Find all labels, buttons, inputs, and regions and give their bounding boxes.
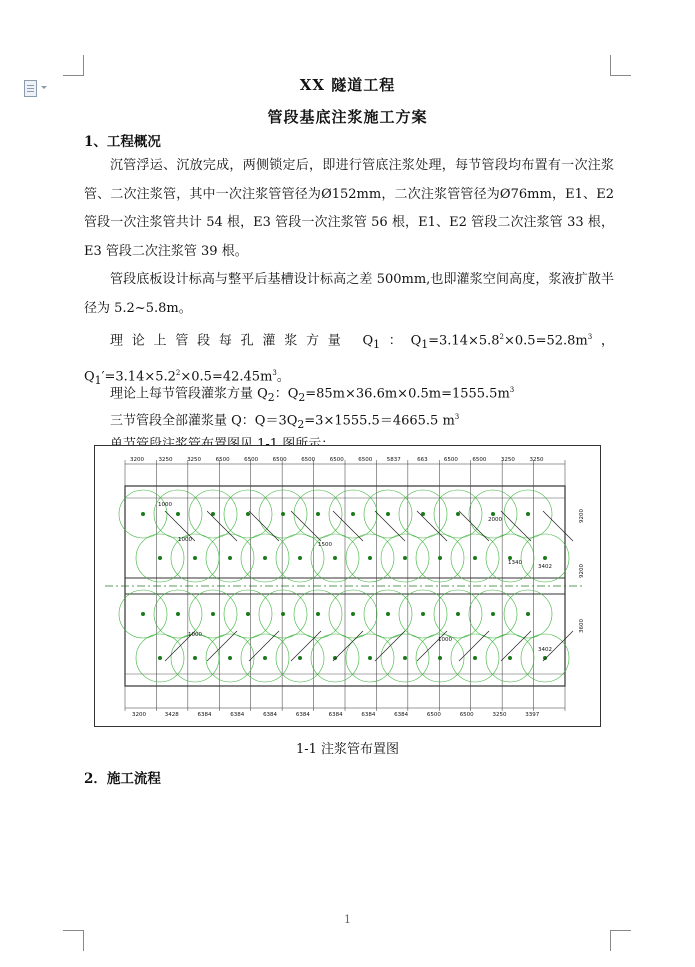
dimension-label: 6384 bbox=[361, 712, 376, 718]
grout-hole-point bbox=[228, 556, 232, 560]
grout-hole-point bbox=[508, 656, 512, 660]
grout-hole-point bbox=[246, 512, 250, 516]
dimension-label: 1500 bbox=[318, 542, 332, 548]
grout-hole-point bbox=[193, 656, 197, 660]
grout-hole-point bbox=[281, 612, 285, 616]
grout-hole-point bbox=[193, 556, 197, 560]
grout-hole-point bbox=[491, 512, 495, 516]
grout-hole-point bbox=[421, 612, 425, 616]
dimension-label: 3397 bbox=[525, 712, 540, 718]
grout-hole-point bbox=[491, 612, 495, 616]
line-grout-total: 三节管段全部灌浆量 Q：$Q=3Q_2=3\times 1555.5=4665.5$ $m^3$ bbox=[110, 413, 460, 431]
grout-hole-point bbox=[438, 656, 442, 660]
grout-hole-point bbox=[228, 656, 232, 660]
grout-hole-point bbox=[158, 556, 162, 560]
grout-pipe-layout-figure bbox=[94, 445, 601, 727]
dimension-label: 6500 bbox=[215, 457, 230, 463]
dimension-label: 3402 bbox=[538, 647, 552, 653]
dimension-label: 6384 bbox=[263, 712, 278, 718]
pipe-route bbox=[291, 631, 321, 661]
section-heading-1: 1、工程概况 bbox=[84, 134, 161, 150]
grout-hole-point bbox=[316, 612, 320, 616]
document-subtitle: 管段基底注浆施工方案 bbox=[267, 108, 428, 126]
dimension-label: 6500 bbox=[459, 712, 474, 718]
dimension-label: 6384 bbox=[197, 712, 212, 718]
dimension-label: 6500 bbox=[329, 457, 344, 463]
crop-mark-bottom-left bbox=[63, 930, 84, 951]
dimension-label: 3402 bbox=[538, 564, 552, 570]
grout-hole-point bbox=[298, 556, 302, 560]
dimension-label: 1000 bbox=[188, 632, 202, 638]
pipe-route bbox=[459, 511, 489, 541]
grout-hole-point bbox=[526, 612, 530, 616]
dimension-label: 3250 bbox=[492, 712, 507, 718]
grout-hole-point bbox=[473, 556, 477, 560]
dimension-label: 3250 bbox=[158, 457, 173, 463]
paragraph-grout-per-hole: 理论上管段每孔灌浆方量 $Q_1$：$Q_1=3.14\times 5.8^2\times 0.5=52.8m^3$，$Q_1'=3.14\times 5.2^2\times 0.5=42.45m^3$。 bbox=[84, 333, 614, 388]
dimension-label: 5837 bbox=[386, 457, 401, 463]
dimension-label: 6500 bbox=[272, 457, 287, 463]
dimension-label: 1000 bbox=[158, 502, 172, 508]
grout-hole-point bbox=[386, 612, 390, 616]
dimension-label: 6500 bbox=[426, 712, 441, 718]
dimension-label: 6500 bbox=[301, 457, 316, 463]
grout-hole-point bbox=[351, 612, 355, 616]
grout-hole-point bbox=[298, 656, 302, 660]
grout-hole-point bbox=[176, 512, 180, 516]
grout-hole-point bbox=[316, 512, 320, 516]
grout-hole-point bbox=[473, 656, 477, 660]
pipe-route bbox=[501, 631, 531, 661]
pipe-route bbox=[501, 511, 531, 541]
dimension-label: 2000 bbox=[488, 517, 502, 523]
dimension-label: 3250 bbox=[500, 457, 515, 463]
paragraph-grout-space: 管段底板设计标高与整平后基槽设计标高之差 500mm,也即灌浆空间高度，浆液扩散半径为 5.2~5.8m。 bbox=[84, 272, 614, 316]
page-number: 1 bbox=[344, 913, 351, 926]
grout-hole-point bbox=[333, 556, 337, 560]
grout-hole-point bbox=[368, 556, 372, 560]
grout-hole-point bbox=[263, 656, 267, 660]
paragraph-overview: 沉管浮运、沉放完成，两侧锁定后，即进行管底注浆处理，每节管段均布置有一次注浆管、二次注浆管，其中一次注浆管管径为Ø152mm，二次注浆管管径为Ø76mm，E1、E2 管段一次注浆管共计 54 根，E3 管段一次注浆管 56 根，E1、E2 管段二次注浆管 33 根，E3 管段二次注浆管 39 根。 bbox=[84, 158, 614, 259]
dimension-label: 3250 bbox=[187, 457, 202, 463]
document-title: XX 隧道工程 bbox=[299, 76, 396, 94]
section-heading-2: 2．施工流程 bbox=[84, 771, 161, 787]
grout-hole-point bbox=[141, 612, 145, 616]
dimension-label: 1000 bbox=[178, 537, 192, 543]
grout-hole-point bbox=[351, 512, 355, 516]
dimension-label: 6384 bbox=[295, 712, 310, 718]
pipe-route bbox=[291, 511, 321, 541]
pipe-route bbox=[333, 631, 363, 661]
grout-hole-point bbox=[386, 512, 390, 516]
dimension-label: 3428 bbox=[164, 712, 179, 718]
dimension-label: 3250 bbox=[529, 457, 544, 463]
dimension-label: 3600 bbox=[579, 619, 585, 633]
figure-caption: 1-1 注浆管布置图 bbox=[295, 742, 400, 757]
dimension-label: 6500 bbox=[472, 457, 487, 463]
dimension-label: 663 bbox=[417, 457, 428, 463]
dimension-label: 6500 bbox=[358, 457, 373, 463]
dimension-label: 3200 bbox=[130, 457, 144, 463]
grout-hole-point bbox=[158, 656, 162, 660]
pipe-route bbox=[543, 511, 573, 541]
dimension-label: 9200 bbox=[579, 509, 585, 523]
grout-hole-point bbox=[403, 656, 407, 660]
dimension-label: 6500 bbox=[244, 457, 259, 463]
grout-hole-point bbox=[263, 556, 267, 560]
line-grout-per-segment: 理论上每节管段灌浆方量 $Q_2$：$Q_2=85m\times 36.6m\times 0.5m=1555.5m^3$ bbox=[110, 386, 515, 404]
grout-hole-point bbox=[281, 512, 285, 516]
grout-hole-point bbox=[543, 556, 547, 560]
dimension-label: 6384 bbox=[394, 712, 409, 718]
grout-hole-point bbox=[526, 512, 530, 516]
grout-hole-point bbox=[403, 556, 407, 560]
crop-mark-bottom-right bbox=[610, 930, 631, 951]
crop-mark-top-left bbox=[63, 55, 84, 76]
pipe-route bbox=[249, 511, 279, 541]
dimension-label: 9200 bbox=[579, 564, 585, 578]
grout-pipe-drawing bbox=[95, 446, 600, 726]
crop-mark-top-right bbox=[610, 55, 631, 76]
dimension-label: 6500 bbox=[443, 457, 458, 463]
dimension-label: 6384 bbox=[328, 712, 343, 718]
pipe-route bbox=[375, 631, 405, 661]
dimension-label: 1340 bbox=[508, 560, 522, 566]
dimension-label: 6384 bbox=[230, 712, 245, 718]
grout-hole-point bbox=[438, 556, 442, 560]
grout-hole-point bbox=[456, 612, 460, 616]
dimension-label: 1000 bbox=[438, 637, 452, 643]
pipe-route bbox=[333, 511, 363, 541]
grout-hole-point bbox=[211, 612, 215, 616]
grout-hole-point bbox=[141, 512, 145, 516]
pipe-route bbox=[543, 631, 573, 661]
dimension-label: 3200 bbox=[132, 712, 146, 718]
grout-hole-point bbox=[456, 512, 460, 516]
grout-hole-point bbox=[176, 612, 180, 616]
grout-hole-point bbox=[246, 612, 250, 616]
grout-hole-point bbox=[368, 656, 372, 660]
